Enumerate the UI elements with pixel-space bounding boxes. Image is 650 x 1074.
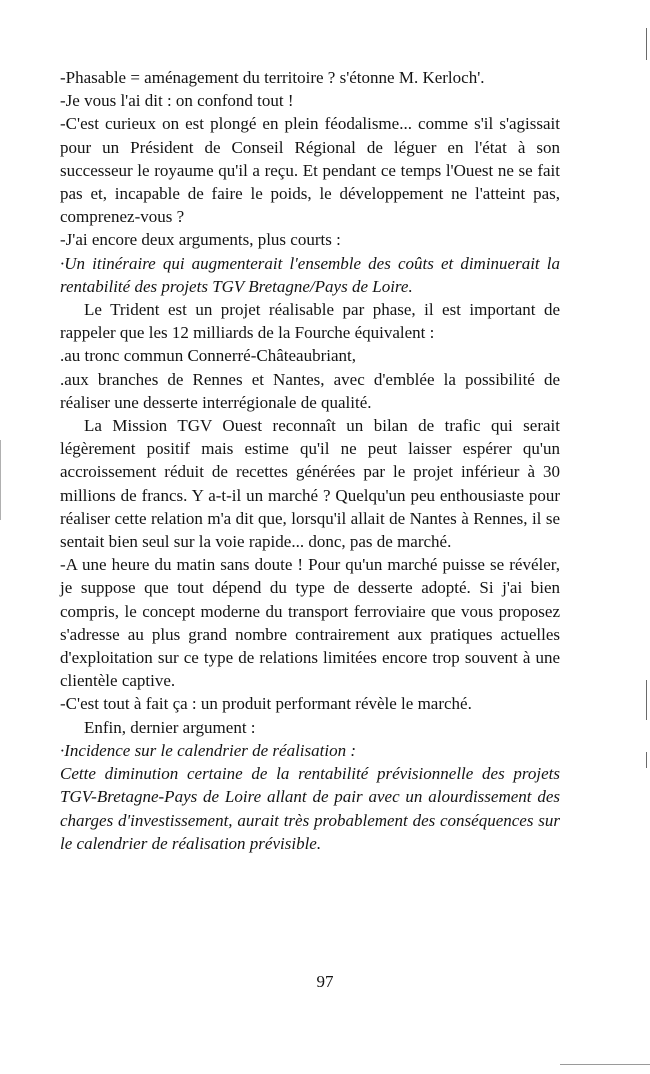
- dialogue-line: -A une heure du matin sans doute ! Pour qu'un marché puisse se révéler, je suppose que tout dépend du type de desserte adopté. Si j'ai bien compris, le concept moderne du transport ferroviaire que vous proposez s'adresse au plus grand nombre contrairement aux pratiques actuelles d'exploitation sur ce type de relations limitées encore trop souvent à une clientèle captive.: [60, 555, 560, 691]
- list-item: .aux branches de Rennes et Nantes, avec d'emblée la possibilité de réaliser une desserte interrégionale de qualité.: [60, 369, 560, 412]
- scan-edge-mark: [646, 28, 647, 60]
- quoted-paragraph: Cette diminution certaine de la rentabilité prévisionnelle des projets TGV-Bretagne-Pays de Loire allant de pair avec un alourdissement des charges d'investissement, aurait très probablement des conséquences sur le calendrier de réalisation prévisible.: [60, 764, 560, 853]
- dialogue-line: -Je vous l'ai dit : on confond tout !: [60, 91, 294, 111]
- scan-edge-mark: [0, 440, 1, 520]
- body-paragraph: La Mission TGV Ouest reconnaît un bilan de trafic qui serait légèrement positif mais estime qu'il ne peut laisser espérer qu'un accroissement réduit de recettes générées par le projet inférieur à 30 millions de francs. Y a-t-il un marché ? Quelqu'un peu enthousiaste pour réaliser cette relation m'a dit que, lorsqu'il allait de Nantes à Rennes, il se sentait bien seul sur la voie rapide... donc, pas de marché.: [60, 416, 560, 552]
- scan-edge-mark: [646, 680, 647, 720]
- scan-edge-mark: [560, 1064, 650, 1065]
- scan-edge-mark: [646, 752, 647, 768]
- body-paragraph: Enfin, dernier argument :: [84, 717, 256, 737]
- dialogue-line: -C'est tout à fait ça : un produit performant révèle le marché.: [60, 694, 472, 714]
- dialogue-line: -J'ai encore deux arguments, plus courts :: [60, 230, 341, 250]
- dialogue-line: -Phasable = aménagement du territoire ? s'étonne M. Kerloch'.: [60, 68, 485, 87]
- argument-heading: ·Un itinéraire qui augmenterait l'ensemble des coûts et diminuerait la rentabilité des projets TGV Bretagne/Pays de Loire.: [60, 253, 560, 296]
- page-number: 97: [316, 972, 334, 991]
- page-body: [60, 66, 560, 855]
- body-paragraph: Le Trident est un projet réalisable par phase, il est important de rappeler que les 12 milliards de la Fourche équivalent :: [60, 300, 560, 343]
- argument-heading: ·Incidence sur le calendrier de réalisation :: [60, 740, 357, 760]
- dialogue-line: -C'est curieux on est plongé en plein féodalisme... comme s'il s'agissait pour un Président de Conseil Régional de léguer en l'état à son successeur le royaume qu'il a reçu. Et pendant ce temps l'Ouest ne se fait pas et, incapable de faire le poids, le développement ne l'atteint pas, comprenez-vous ?: [60, 114, 560, 227]
- list-item: .au tronc commun Connerré-Châteaubriant,: [60, 346, 356, 366]
